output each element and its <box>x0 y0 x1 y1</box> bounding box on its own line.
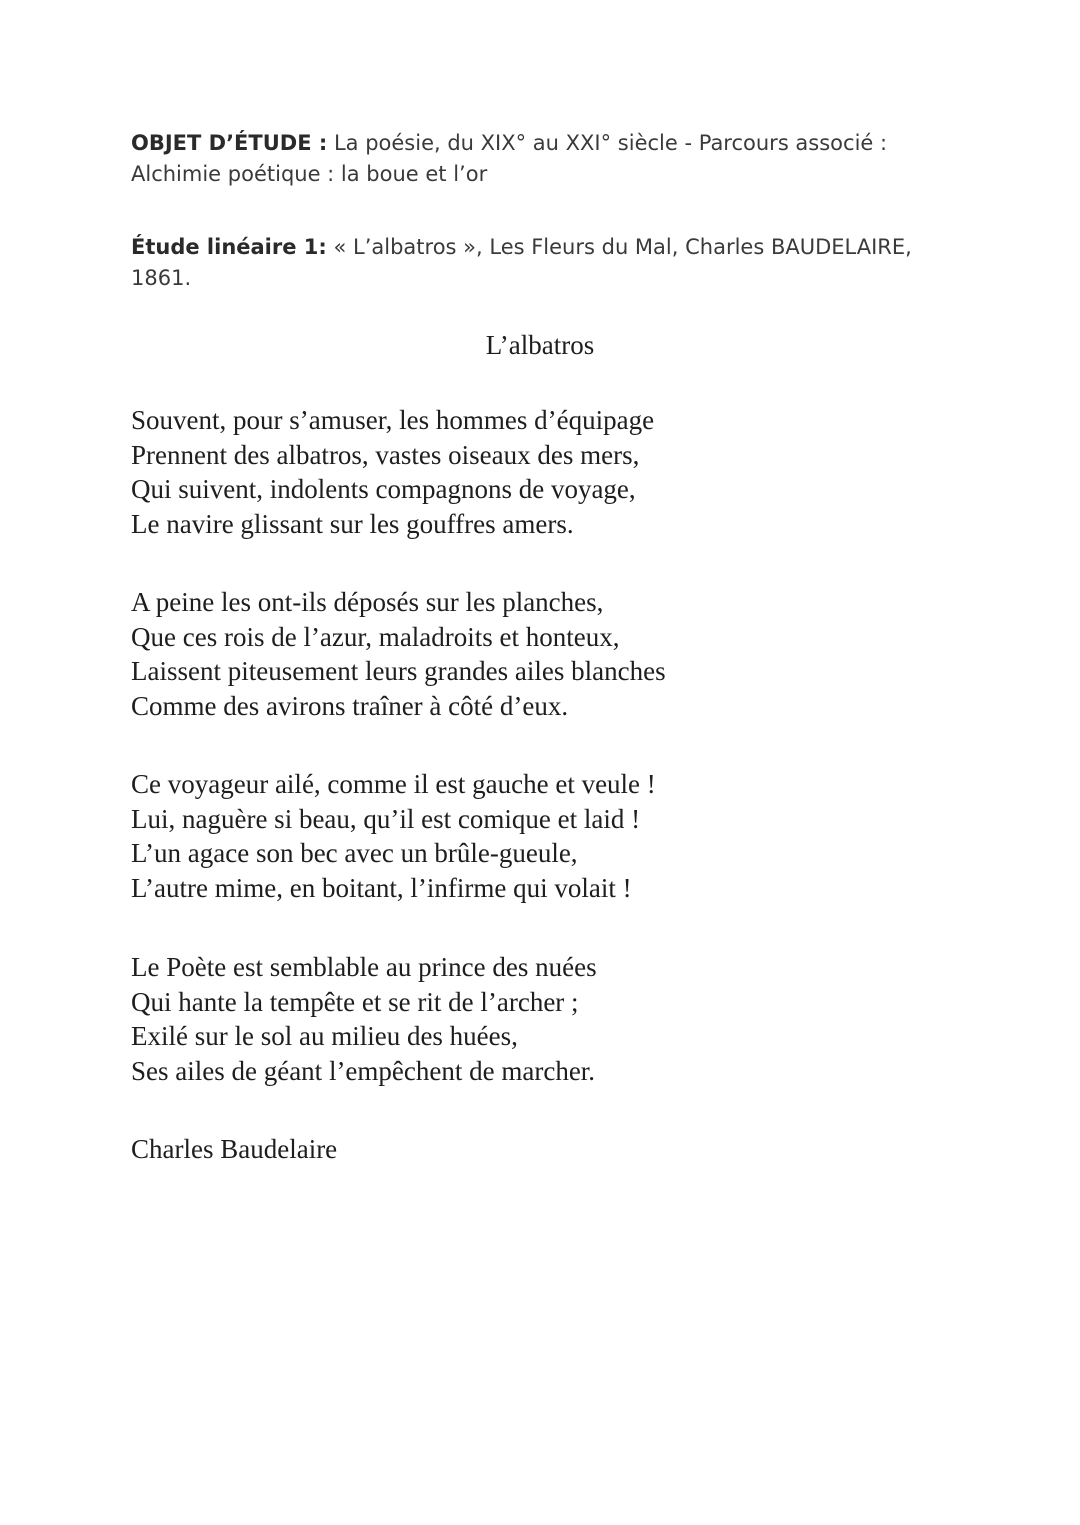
stanza-1 <box>131 403 831 542</box>
verse-line: L’autre mime, en boitant, l’infirme qui volait ! <box>131 873 632 904</box>
objet-etude-line-1 <box>131 128 931 159</box>
stanza-4 <box>131 950 831 1089</box>
verse-line: L’un agace son bec avec un brûle-gueule, <box>131 838 578 869</box>
verse-line: Laissent piteusement leurs grandes ailes blanches <box>131 656 666 687</box>
etude-lineaire-label: Étude linéaire 1: <box>131 235 327 259</box>
verse-line: Lui, naguère si beau, qu’il est comique et laid ! <box>131 803 641 834</box>
objet-etude-heading <box>131 128 931 190</box>
stanza-2 <box>131 585 831 724</box>
verse-line: A peine les ont-ils déposés sur les planches, <box>131 587 604 617</box>
objet-etude-text: La poésie, du XIX° au XXI° siècle - Parcours associé : <box>327 131 888 155</box>
verse-line: Souvent, pour s’amuser, les hommes d’équipage <box>131 405 655 435</box>
etude-lineaire-text: « L’albatros », Les Fleurs du Mal, Charles BAUDELAIRE, <box>326 235 912 259</box>
verse-line: Ce voyageur ailé, comme il est gauche et veule ! <box>131 769 656 799</box>
objet-etude-line-2: Alchimie poétique : la boue et l’or <box>131 162 488 186</box>
poem-title: L’albatros <box>485 330 595 360</box>
poem-author: Charles Baudelaire <box>131 1134 338 1164</box>
verse-line: Exilé sur le sol au milieu des huées, <box>131 1021 518 1052</box>
stanza-3 <box>131 767 831 906</box>
verse-line: Que ces rois de l’azur, maladroits et honteux, <box>131 621 620 652</box>
verse-line: Prennent des albatros, vastes oiseaux des mers, <box>131 439 640 470</box>
etude-lineaire-line-1 <box>131 232 931 263</box>
etude-lineaire-line-2: 1861. <box>131 266 192 290</box>
verse-line: Le navire glissant sur les gouffres amers. <box>131 509 574 540</box>
verse-line: Le Poète est semblable au prince des nuées <box>131 952 597 982</box>
verse-line: Qui suivent, indolents compagnons de voyage, <box>131 474 636 505</box>
objet-etude-label: OBJET D’ÉTUDE : <box>131 131 328 155</box>
verse-line: Comme des avirons traîner à côté d’eux. <box>131 691 569 722</box>
verse-line: Qui hante la tempête et se rit de l’archer ; <box>131 986 579 1017</box>
verse-line: Ses ailes de géant l’empêchent de marcher. <box>131 1056 596 1087</box>
etude-lineaire-heading <box>131 232 931 294</box>
